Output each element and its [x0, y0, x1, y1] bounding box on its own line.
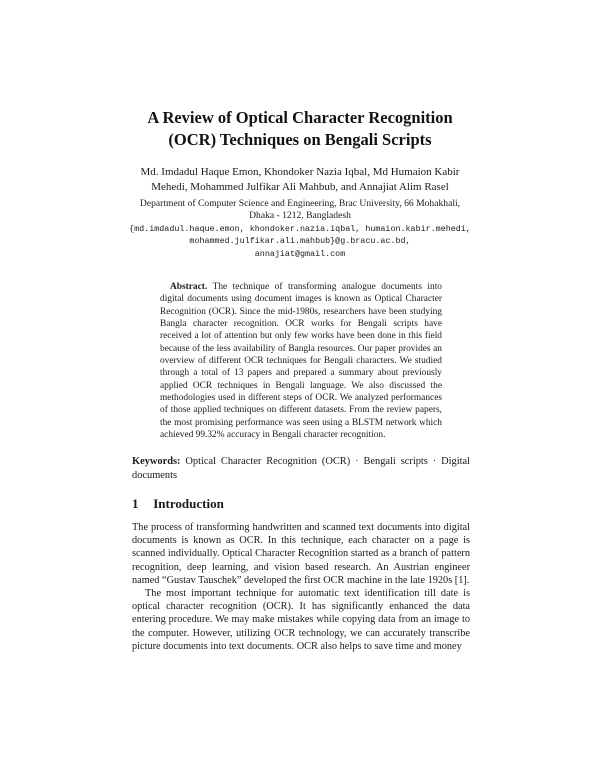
paragraph-2: The most important technique for automatic text identification till date is optical character recognition (OCR). It has significantly enhanced the data entering procedure. We may make mistakes while copying data from an image to the computer. However, utilizing OCR technology, we can accurately transcribe picture documents into text documents. OCR also helps to save time and money — [132, 588, 470, 652]
abstract-label: Abstract. — [170, 282, 208, 292]
affiliation-line-2: Dhaka - 1212, Bangladesh — [249, 210, 351, 222]
section-number: 1 — [132, 496, 139, 511]
keywords-text: Optical Character Recognition (OCR) · Bengali scripts · Digital documents — [132, 456, 470, 481]
keywords-label: Keywords: — [132, 456, 181, 467]
paragraph-1: The process of transforming handwritten and scanned text documents into digital documents is known as OCR. In this technique, each character on a page is scanned individually. Optical Character Recognition started as a branch of pattern recognition, deep learning, and vision based research. An Austrian engineer named “Gustav Tauschek” developed the first OCR machine in the late 1920s [1]. — [132, 522, 470, 586]
emails-line-1: {md.imdadul.haque.emon, khondoker.nazia.iqbal, humaion.kabir.mehedi, — [129, 223, 471, 234]
keywords — [132, 455, 470, 482]
section-heading-introduction — [132, 496, 224, 512]
emails-line-3: annajiat@gmail.com — [254, 248, 346, 259]
introduction-body — [132, 521, 470, 653]
section-title: Introduction — [153, 496, 224, 511]
affiliation-line-1: Department of Computer Science and Engineering, Brac University, 66 Mohakhali, — [139, 198, 461, 209]
title-line-2: (OCR) Techniques on Bengali Scripts — [168, 130, 432, 149]
authors-line-2: Mehedi, Mohammed Julfikar Ali Mahbub, and Annajiat Alim Rasel — [151, 181, 449, 193]
affiliation — [0, 198, 600, 260]
authors-line-1: Md. Imdadul Haque Emon, Khondoker Nazia Iqbal, Md Humaion Kabir — [140, 166, 460, 178]
emails-line-2: mohammed.julfikar.ali.mahbub}@g.bracu.ac.bd, — [189, 236, 411, 247]
abstract-text: The technique of transforming analogue documents into digital documents using document images is known as Optical Character Recognition (OCR). Since the mid-1980s, researchers have been studying Bangla character recognition. OCR works for Bengali scripts have received a lot of attention but only few works have been done in this field because of the less availability of Bangla resources. Our paper provides an overview of different OCR techniques for Bengali characters. We studied through a total of 13 papers and prepared a summary about previously applied OCR techniques in Bengali language. We also discussed the methodologies used in different steps of OCR. We analyzed performances of those applied techniques on different datasets. From the review papers, the most promising performance was seen using a BLSTM network which achieved 99.32% accuracy in Bengali character recognition. — [160, 282, 442, 441]
paper-title — [0, 107, 600, 151]
authors — [0, 165, 600, 195]
title-line-1: A Review of Optical Character Recognition — [147, 108, 453, 127]
abstract — [160, 281, 442, 441]
